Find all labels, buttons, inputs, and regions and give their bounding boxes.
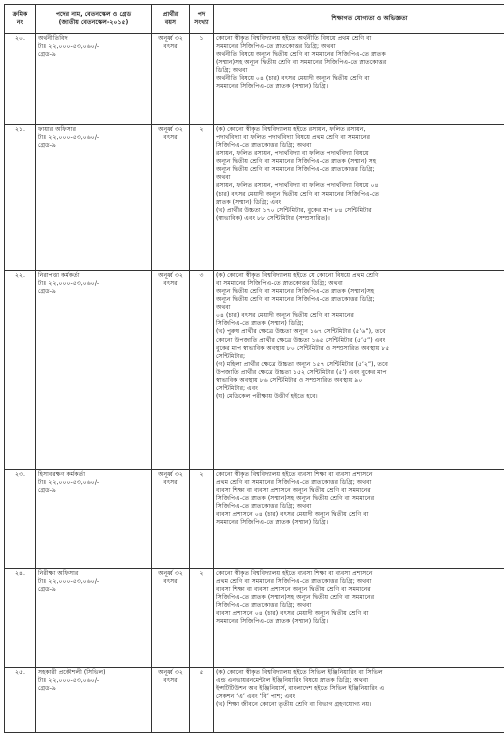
qualification-text-line: ব্যবসা প্রশাসনে ০৪ (চার) বৎসর মেয়াদী অন্যূন দ্বিতীয় শ্রেণি বা	[216, 511, 504, 519]
age-limit-line: বৎসর	[154, 43, 187, 51]
qualification-text-line: বা সমমানের সিজিপিএ-তে স্নাতকোত্তর ডিগ্রি; অথবা	[216, 280, 504, 288]
post-details-line: গ্রেড-৯	[38, 487, 149, 495]
qualification-text-line: ব্যবসা শিক্ষা বা ব্যবসা প্রশাসনে অন্যূন দ্বিতীয় শ্রেণি বা সমমানের	[216, 487, 504, 495]
qualification-text-line: অথবা	[216, 304, 504, 312]
age-limit-line: অনূর্ধ্ব ৩২	[154, 272, 187, 280]
age-limit-line: অনূর্ধ্ব ৩২	[154, 669, 187, 677]
qualification-text-line: অথবা	[216, 174, 504, 182]
post-count: ৩	[190, 271, 214, 470]
qualification-text-line: (খ) পুরুষ প্রার্থীর ক্ষেত্রে উচ্চতা অন্যূন ১৬৭ সেন্টিমিটার (৫’৬”), তবে	[216, 328, 504, 336]
qualification-text-line: প্রথম শ্রেণি বা সমমানের সিজিপিএ-তে স্নাতকোত্তর ডিগ্রি; অথবা	[216, 578, 504, 586]
post-details-line: টাঃ ২২,০০০-৫৩,০৬০/-	[38, 479, 149, 487]
table-row	[5, 271, 504, 470]
table-body	[5, 34, 504, 733]
qualification-text-line: অন্যূন দ্বিতীয় শ্রেণি বা সমমানের সিজিপিএ-তে স্নাতকোত্তর ডিগ্রি;	[216, 296, 504, 304]
qualification-text-line: পদার্থবিদ্যা বা ফলিত পদার্থবিদ্যা বিষয়ে প্রথম শ্রেণি বা সমমানের	[216, 134, 504, 142]
post-details-line: গ্রেড-৯	[38, 586, 149, 594]
qualification-text-line: স্বাভাবিক অবস্থায় ৮৬ সেন্টিমিটার ও সম্প্রসারিত অবস্থায় ৯০	[216, 377, 504, 385]
post-details-line: নিরাপত্তা কর্মকর্তা	[38, 272, 149, 280]
qualification-text	[214, 34, 504, 125]
qualification-text-line: স্নাতক (সম্মান) ডিগ্রি; এবং	[216, 199, 504, 207]
header-serial: ক্রমিক নং	[5, 5, 36, 34]
qualification-text-line: প্রথম শ্রেণি বা সমমানের সিজিপিএ-তে স্নাতকোত্তর ডিগ্রি; অথবা	[216, 479, 504, 487]
post-count: ৫	[190, 668, 214, 733]
qualification-text	[214, 668, 504, 733]
recruitment-table	[4, 4, 504, 733]
header-age: প্রার্থীর বয়স	[152, 5, 190, 34]
qualification-text-line: সেন্টিমিটার; এবং	[216, 385, 504, 393]
qualification-text-line: কোনো স্বীকৃত বিশ্ববিদ্যালয় হইতে অর্থনীতি বিষয়ে প্রথম শ্রেণি বা	[216, 35, 504, 43]
post-details-line: গ্রেড-৯	[38, 288, 149, 296]
age-limit-line: বৎসর	[154, 280, 187, 288]
post-details	[36, 569, 152, 668]
qualification-text	[214, 470, 504, 569]
age-limit-line: বৎসর	[154, 578, 187, 586]
qualification-text-line: (ক) কোনো স্বীকৃত বিশ্ববিদ্যালয় হইতে রসায়ন, ফলিত রসায়ন,	[216, 126, 504, 134]
qualification-text-line: রসায়ন, ফলিত রসায়ন, পদার্থবিদ্যা বা ফলিত পদার্থবিদ্যা বিষয়ে ০৪	[216, 182, 504, 190]
header-post: পদের নাম, বেতনস্কেল ও গ্রেড (জাতীয় বেতনস্কেল-২০১৫)	[36, 5, 152, 34]
serial-number: ২১.	[5, 125, 36, 271]
qualification-text-line: (গ) মহিলা প্রার্থীর ক্ষেত্রে উচ্চতা অন্যূন ১৫৭ সেন্টিমিটার (৫’২”), তবে	[216, 361, 504, 369]
post-details	[36, 271, 152, 470]
qualification-text-line: সিজিপিএ-তে স্নাতকোত্তর ডিগ্রি; অথবা	[216, 503, 504, 511]
qualification-text-line: সমমানের সিজিপিএ-তে স্নাতকোত্তর ডিগ্রি; অথবা	[216, 43, 504, 51]
post-count: ২	[190, 125, 214, 271]
qualification-text-line: ০৪ (চার) বৎসর মেয়াদী অন্যূন দ্বিতীয় শ্রেণি বা সমমানের	[216, 312, 504, 320]
age-limit	[152, 470, 190, 569]
qualification-text-line: রসায়ন, ফলিত রসায়ন, পদার্থবিদ্যা বা ফলিত পদার্থবিদ্যা বিষয়ে	[216, 150, 504, 158]
serial-number: ২৩.	[5, 470, 36, 569]
post-details-line: সহকারী প্রকৌশলী (সিভিল)	[38, 669, 149, 677]
qualification-text-line: (ঘ) মেডিকেল পরীক্ষায় উত্তীর্ণ হইতে হবে।	[216, 393, 504, 401]
qualification-text-line: কোনো উপজাতি প্রার্থীর ক্ষেত্রে উচ্চতা ১৬৫ সেন্টিমিটার (৫’৫”) এবং	[216, 337, 504, 345]
qualification-text-line: (চার) বৎসর মেয়াদী অন্যূন দ্বিতীয় শ্রেণি বা সমমানের সিজিপিএ-তে	[216, 191, 504, 199]
post-details-line: টাঃ ২২,০০০-৫৩,০৬০/-	[38, 578, 149, 586]
age-limit	[152, 34, 190, 125]
qualification-text-line: কোনো স্বীকৃত বিশ্ববিদ্যালয় হইতে ব্যবসা শিক্ষা বা ব্যবসা প্রশাসনে	[216, 471, 504, 479]
serial-number: ২২.	[5, 271, 36, 470]
qualification-text-line: অর্থনীতি বিষয়ে ০৪ (চার) বৎসর মেয়াদী অন্যূন দ্বিতীয় শ্রেণি বা	[216, 75, 504, 83]
serial-number: ২৪.	[5, 569, 36, 668]
table-row	[5, 668, 504, 733]
age-limit-line: অনূর্ধ্ব ৩২	[154, 35, 187, 43]
qualification-text-line: (ক) কোনো স্বীকৃত বিশ্ববিদ্যালয় হইতে যে কোনো বিষয়ে প্রথম শ্রেণি	[216, 272, 504, 280]
post-details	[36, 34, 152, 125]
post-details-line: টাঃ ২২,০০০-৫৩,০৬০/-	[38, 134, 149, 142]
qualification-text-line: অন্যূন দ্বিতীয় শ্রেণি বা সমমানের সিজিপিএ-তে স্নাতকোত্তর ডিগ্রি;	[216, 166, 504, 174]
post-details-line: গ্রেড-৯	[38, 685, 149, 693]
post-details	[36, 470, 152, 569]
qualification-text-line: (স্বাভাবিক) এবং ৮৮ সেন্টিমিটার (সম্প্রসারিত)।	[216, 215, 504, 223]
qualification-text-line: (ক) কোনো স্বীকৃত বিশ্ববিদ্যালয় হইতে সিভিল ইঞ্জিনিয়ারিং বা সিভিল	[216, 669, 504, 677]
qualification-text-line: সিজিপিএ-তে স্নাতক (সম্মান)সহ অন্যূন দ্বিতীয় শ্রেণি বা সমমানের	[216, 594, 504, 602]
post-count: ২	[190, 470, 214, 569]
qualification-text-line: অন্যূন দ্বিতীয় শ্রেণি বা সমমানের সিজিপিএ-তে স্নাতক (সম্মান) সহ	[216, 158, 504, 166]
post-details-line: গ্রেড-৯	[38, 142, 149, 150]
table-row	[5, 34, 504, 125]
post-details-line: টাঃ ২২,০০০-৫৩,০৬০/-	[38, 43, 149, 51]
qualification-text-line: কোনো স্বীকৃত বিশ্ববিদ্যালয় হইতে ব্যবসা শিক্ষা বা ব্যবসা প্রশাসনে	[216, 570, 504, 578]
post-details-line: টাঃ ২২,০০০-৫৩,০৬০/-	[38, 280, 149, 288]
qualification-text-line: বুকের মাপ স্বাভাবিক অবস্থায় ৮০ সেন্টিমিটার ও সম্প্রসারিত অবস্থায় ৮৫	[216, 345, 504, 353]
qualification-text	[214, 125, 504, 271]
post-details-line: অর্থনীতিবিদ	[38, 35, 149, 43]
age-limit-line: বৎসর	[154, 134, 187, 142]
serial-number: ২৫.	[5, 668, 36, 733]
qualification-text-line: (খ) শিক্ষা জীবনে কোনো তৃতীয় শ্রেণি বা বিভাগ গ্রহণযোগ্য নয়।	[216, 701, 504, 709]
qualification-text-line: অন্যূন দ্বিতীয় শ্রেণি বা সমমানের সিজিপিএ-তে স্নাতক (সম্মান)সহ	[216, 288, 504, 296]
post-details-line: ফায়ার অফিসার	[38, 126, 149, 134]
qualification-text-line: (খ) প্রার্থীর উচ্চতা ১৭০ সেন্টিমিটার, বুকের মাপ ৮৪ সেন্টিমিটার	[216, 207, 504, 215]
age-limit-line: অনূর্ধ্ব ৩২	[154, 471, 187, 479]
qualification-text-line: সিজিপিএ-তে স্নাতকোত্তর ডিগ্রি; অথবা	[216, 602, 504, 610]
age-limit	[152, 668, 190, 733]
header-qualification: শিক্ষাগত যোগ্যতা ও অভিজ্ঞতা	[214, 5, 504, 34]
post-details-line: হিসাবরক্ষণ কর্মকর্তা	[38, 471, 149, 479]
qualification-text-line: সেন্টিমিটার;	[216, 353, 504, 361]
qualification-text-line: সমমানের সিজিপিএ-তে স্নাতক (সম্মান) ডিগ্রি।	[216, 519, 504, 527]
qualification-text-line: উপজাতি প্রার্থীর ক্ষেত্রে উচ্চতা ১৫২ সেন্টিমিটার (৫’) এবং বুকের মাপ	[216, 369, 504, 377]
qualification-text-line: সিজিপিএ-তে স্নাতক (সম্মান)সহ অন্যূন দ্বিতীয় শ্রেণি বা সমমানের	[216, 495, 504, 503]
qualification-text	[214, 569, 504, 668]
post-count: ২	[190, 569, 214, 668]
qualification-text-line: সমমানের সিজিপিএ-তে স্নাতক (সম্মান) ডিগ্রি।	[216, 618, 504, 626]
post-details	[36, 125, 152, 271]
age-limit	[152, 569, 190, 668]
post-details-line: গ্রেড-৯	[38, 51, 149, 59]
qualification-text-line: সিজিপিএ-তে স্নাতক (সম্মান) ডিগ্রি;	[216, 320, 504, 328]
qualification-text-line: ইন্সটিটিউশন অব ইঞ্জিনিয়ার্স, বাংলাদেশ হইতে সিভিল ইঞ্জিনিয়ারিং এ	[216, 685, 504, 693]
post-count: ১	[190, 34, 214, 125]
qualification-text-line: এন্ড এনভায়রনমেন্টাল ইঞ্জিনিয়ারিং বিষয়ে স্নাতক ডিগ্রি; অথবা	[216, 677, 504, 685]
qualification-text	[214, 271, 504, 470]
qualification-text-line: সমমানের সিজিপিএ-তে স্নাতক (সম্মান) ডিগ্রি।	[216, 83, 504, 91]
table-row	[5, 125, 504, 271]
age-limit	[152, 125, 190, 271]
table-row	[5, 470, 504, 569]
table-header-row	[5, 5, 504, 34]
qualification-text-line: অর্থনীতি বিষয়ে অন্যূন দ্বিতীয় শ্রেণি বা সমমানের সিজিপিএ-তে স্নাতক	[216, 51, 504, 59]
serial-number: ২০.	[5, 34, 36, 125]
qualification-text-line: সেকশন ‘এ’ এবং ‘বি’ পাশ; এবং	[216, 693, 504, 701]
age-limit-line: অনূর্ধ্ব ৩২	[154, 570, 187, 578]
post-details-line: টাঃ ২২,০০০-৫৩,০৬০/-	[38, 677, 149, 685]
qualification-text-line: সিজিপিএ-তে স্নাতকোত্তর ডিগ্রি; অথবা	[216, 142, 504, 150]
age-limit	[152, 271, 190, 470]
post-details-line: নিরীক্ষা অফিসার	[38, 570, 149, 578]
table-row	[5, 569, 504, 668]
qualification-text-line: ব্যবসা শিক্ষা বা ব্যবসা প্রশাসনে অন্যূন দ্বিতীয় শ্রেণি বা সমমানের	[216, 586, 504, 594]
qualification-text-line: ডিগ্রি; অথবা	[216, 67, 504, 75]
post-details	[36, 668, 152, 733]
age-limit-line: বৎসর	[154, 677, 187, 685]
qualification-text-line: ব্যবসা প্রশাসনে ০৪ (চার) বৎসর মেয়াদী অন্যূন দ্বিতীয় শ্রেণি বা	[216, 610, 504, 618]
age-limit-line: অনূর্ধ্ব ৩২	[154, 126, 187, 134]
qualification-text-line: (সম্মান)সহ অন্যূন দ্বিতীয় শ্রেণি বা সমমানের সিজিপিএ-তে স্নাতকোত্তর	[216, 59, 504, 67]
header-post-count: পদ সংখ্যা	[190, 5, 214, 34]
age-limit-line: বৎসর	[154, 479, 187, 487]
